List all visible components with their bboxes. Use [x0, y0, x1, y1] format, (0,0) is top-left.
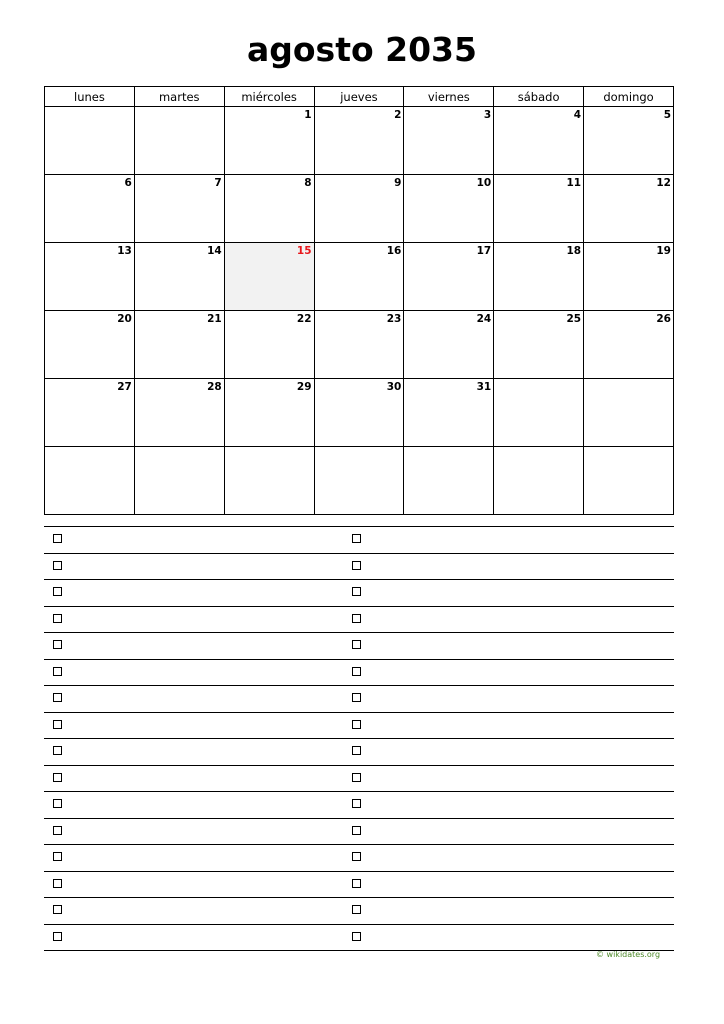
day-number: 22 — [296, 313, 312, 325]
day-cell[interactable] — [45, 311, 135, 379]
task-checkbox[interactable] — [352, 667, 361, 676]
task-checkbox[interactable] — [53, 640, 62, 649]
day-number: 18 — [566, 245, 582, 257]
task-checkbox[interactable] — [53, 587, 62, 596]
task-checkbox[interactable] — [352, 720, 361, 729]
task-checkbox[interactable] — [352, 746, 361, 755]
task-list — [44, 526, 674, 951]
task-checkbox[interactable] — [352, 640, 361, 649]
week-row — [45, 243, 674, 311]
day-cell[interactable] — [45, 175, 135, 243]
day-number: 20 — [117, 313, 132, 325]
weekday-header: lunes — [45, 87, 135, 107]
day-number: 16 — [386, 245, 402, 257]
task-checkbox[interactable] — [53, 746, 62, 755]
task-row — [44, 739, 674, 766]
day-cell[interactable] — [134, 107, 224, 175]
day-number: 3 — [483, 109, 492, 121]
day-cell[interactable] — [404, 107, 494, 175]
task-checkbox[interactable] — [352, 614, 361, 623]
task-row — [44, 898, 674, 925]
day-cell[interactable] — [314, 175, 404, 243]
day-number: 10 — [476, 177, 492, 189]
day-number: 6 — [124, 177, 132, 189]
day-number: 29 — [296, 381, 312, 393]
day-number: 17 — [476, 245, 492, 257]
day-cell[interactable] — [584, 107, 674, 175]
day-cell[interactable] — [584, 447, 674, 515]
task-checkbox[interactable] — [352, 932, 361, 941]
task-checkbox[interactable] — [352, 587, 361, 596]
day-cell[interactable] — [494, 175, 584, 243]
day-number: 1 — [304, 109, 312, 121]
day-number: 14 — [207, 245, 222, 257]
day-number: 5 — [663, 109, 671, 121]
day-number: 23 — [386, 313, 402, 325]
task-checkbox[interactable] — [53, 667, 62, 676]
task-row — [44, 660, 674, 687]
task-checkbox[interactable] — [352, 693, 361, 702]
day-cell[interactable] — [584, 175, 674, 243]
weekday-header: jueves — [314, 87, 404, 107]
task-checkbox[interactable] — [352, 852, 361, 861]
day-cell[interactable] — [494, 447, 584, 515]
day-cell[interactable] — [494, 311, 584, 379]
day-number: 2 — [394, 109, 402, 121]
day-cell[interactable] — [404, 447, 494, 515]
task-checkbox[interactable] — [352, 905, 361, 914]
day-number: 30 — [386, 381, 402, 393]
day-number — [135, 107, 224, 109]
weekday-header: sábado — [494, 87, 584, 107]
task-checkbox[interactable] — [352, 799, 361, 808]
day-number — [45, 447, 134, 449]
footer-credit: © wikidates.org — [596, 950, 661, 959]
day-number: 27 — [117, 381, 132, 393]
task-checkbox[interactable] — [352, 879, 361, 888]
calendar-grid — [44, 86, 674, 515]
day-cell[interactable] — [45, 379, 135, 447]
task-row — [44, 819, 674, 846]
day-cell[interactable] — [224, 107, 314, 175]
day-cell[interactable] — [404, 311, 494, 379]
day-number: 31 — [476, 381, 492, 393]
day-number — [135, 447, 224, 449]
task-row — [44, 527, 674, 554]
day-number — [494, 447, 583, 449]
day-cell[interactable] — [224, 379, 314, 447]
day-number: 13 — [117, 245, 132, 257]
day-cell[interactable] — [314, 311, 404, 379]
task-checkbox[interactable] — [53, 932, 62, 941]
task-checkbox[interactable] — [53, 773, 62, 782]
page-title: agosto 2035 — [247, 30, 477, 69]
day-number: 15 — [296, 245, 312, 257]
day-cell[interactable] — [134, 447, 224, 515]
task-checkbox[interactable] — [53, 561, 62, 570]
task-row — [44, 845, 674, 872]
day-number: 11 — [566, 177, 582, 189]
task-row — [44, 792, 674, 819]
task-checkbox[interactable] — [352, 773, 361, 782]
day-cell[interactable] — [314, 107, 404, 175]
day-number — [584, 379, 673, 381]
day-number: 4 — [573, 109, 582, 121]
weekday-header: viernes — [404, 87, 494, 107]
week-row — [45, 311, 674, 379]
task-checkbox[interactable] — [53, 879, 62, 888]
task-checkbox[interactable] — [352, 826, 361, 835]
task-row — [44, 633, 674, 660]
week-row — [45, 107, 674, 175]
day-cell[interactable] — [584, 311, 674, 379]
day-cell[interactable] — [224, 311, 314, 379]
day-number: 25 — [566, 313, 582, 325]
task-checkbox[interactable] — [53, 534, 62, 543]
task-row — [44, 766, 674, 793]
week-row — [45, 447, 674, 515]
task-row — [44, 686, 674, 713]
day-cell[interactable] — [134, 379, 224, 447]
day-cell[interactable] — [224, 447, 314, 515]
task-checkbox[interactable] — [352, 534, 361, 543]
day-cell[interactable] — [584, 243, 674, 311]
weekday-header-row — [45, 87, 674, 107]
day-cell[interactable] — [494, 243, 584, 311]
task-checkbox[interactable] — [53, 826, 62, 835]
day-number — [45, 107, 134, 109]
day-cell-today[interactable] — [224, 243, 314, 311]
task-row — [44, 872, 674, 899]
day-cell[interactable] — [404, 379, 494, 447]
task-checkbox[interactable] — [352, 561, 361, 570]
day-cell[interactable] — [134, 175, 224, 243]
day-number: 7 — [214, 177, 222, 189]
day-cell[interactable] — [134, 311, 224, 379]
day-cell[interactable] — [494, 379, 584, 447]
weekday-header: domingo — [584, 87, 674, 107]
day-cell[interactable] — [134, 243, 224, 311]
day-number: 8 — [304, 177, 312, 189]
day-number — [584, 447, 673, 449]
day-number — [225, 447, 314, 449]
day-cell[interactable] — [314, 447, 404, 515]
day-cell[interactable] — [224, 175, 314, 243]
task-row — [44, 554, 674, 581]
day-number: 9 — [394, 177, 402, 189]
day-number: 19 — [656, 245, 671, 257]
week-row — [45, 379, 674, 447]
day-number: 24 — [476, 313, 492, 325]
task-checkbox[interactable] — [53, 905, 62, 914]
task-row — [44, 713, 674, 740]
task-row — [44, 607, 674, 634]
day-number — [315, 447, 404, 449]
task-row — [44, 925, 674, 952]
day-number: 21 — [207, 313, 222, 325]
task-checkbox[interactable] — [53, 614, 62, 623]
day-cell[interactable] — [45, 447, 135, 515]
weekday-header: miércoles — [224, 87, 314, 107]
day-cell[interactable] — [45, 243, 135, 311]
task-row — [44, 580, 674, 607]
day-number: 12 — [656, 177, 671, 189]
task-checkbox[interactable] — [53, 720, 62, 729]
day-number: 26 — [656, 313, 671, 325]
day-cell[interactable] — [404, 243, 494, 311]
day-number — [404, 447, 493, 449]
day-cell[interactable] — [404, 175, 494, 243]
day-cell[interactable] — [494, 107, 584, 175]
day-cell[interactable] — [584, 379, 674, 447]
day-cell[interactable] — [314, 379, 404, 447]
weekday-header: martes — [134, 87, 224, 107]
week-row — [45, 175, 674, 243]
task-checkbox[interactable] — [53, 693, 62, 702]
day-number: 28 — [207, 381, 222, 393]
day-cell[interactable] — [45, 107, 135, 175]
task-checkbox[interactable] — [53, 852, 62, 861]
day-number — [494, 379, 583, 381]
task-checkbox[interactable] — [53, 799, 62, 808]
day-cell[interactable] — [314, 243, 404, 311]
